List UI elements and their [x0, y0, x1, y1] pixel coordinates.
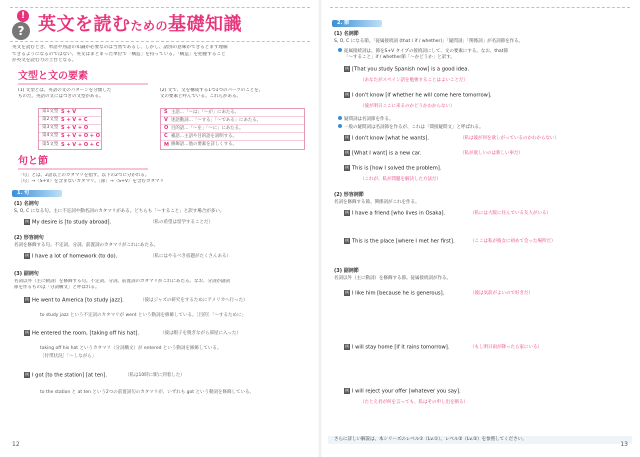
example-translation: （これが、私が問題を解決した方法だ） — [360, 177, 441, 182]
example-translation: （私が欲しいのは新しい車だ） — [460, 151, 523, 156]
table-row: M 修飾語…他の要素を詳しくする。 — [164, 141, 237, 148]
example-translation: （彼は帽子を脱ぎながら部屋に入った） — [160, 331, 241, 336]
example-sentence: 例 I got [to the station] [at ten]. — [25, 372, 107, 379]
example-translation: （私には大阪に住んでいる友人がいる） — [470, 211, 551, 216]
interrogative-note-2: 一般の疑問詞は名詞節を作るが、これは「間接疑問文」と呼ばれる。 — [338, 124, 484, 131]
example-sentence: 例 He entered the room, [taking off his hat]. — [25, 330, 140, 337]
conjunction-note: 従属接続詞は、節をS+V タイプの接続詞にして、文の要素にする。なお、that節 — [338, 48, 508, 55]
subsection-bar-clause: 2. 節 — [332, 20, 382, 27]
noun-phrase-desc: S, O, C になる句。主に不定詞や動名詞のカタマリがある。どちらも「〜すること」と訳す場合が多い。 — [14, 209, 225, 214]
adjective-phrase-desc: 名詞を修飾する句。不定詞、分詞、前置詞のカタマリがこれにあたる。 — [14, 243, 158, 248]
adjective-clause-heading: (2) 形容詞節 — [334, 192, 364, 198]
table-row: 第1文型 S + V — [39, 109, 101, 117]
example-sentence: 例 He went to America [to study jazz]. — [25, 297, 124, 304]
sentence-element-table — [160, 108, 305, 150]
example-translation: （私の希望は留学することだ） — [150, 220, 213, 225]
table-row: 第5文型 S + V + O + C — [42, 141, 100, 148]
intro-paragraph: 英文を読むとき、単語や熟語の知識が必要なのは当然であるし、しかし、諸別の意味ができるとまず理解 できるようになるのではない、英文はまとまった単位で「構造」を持っている。「構造」を把握すること が英文を読む力の土台となる。 — [12, 45, 228, 63]
example-sentence: 例 I have a lot of homework (to do). — [25, 253, 118, 260]
page-number-left: 12 — [12, 440, 20, 448]
page-title: 英文を読むための基礎知識 — [38, 14, 243, 35]
table-row: 第3文型 S + V + O — [39, 125, 101, 133]
example-note: to study jazz という不定詞のカタマリが went という動詞を修飾している。［目的］「〜するために」 — [40, 313, 246, 318]
example-sentence: 例 I will reject your offer [whatever you say]. — [345, 388, 461, 395]
elements-explanation: (2) 文で、文を構成する1つ1つのパーツのことを、 文の要素と呼んでいる。これらがある。 — [160, 88, 264, 100]
example-sentence: 例 [That you study Spanish now] is a good idea. — [345, 66, 470, 73]
example-translation: （彼は気前がよいので好きだ） — [470, 291, 533, 296]
subsection-bar-phrase: 1. 句 — [12, 190, 62, 197]
section-underline — [18, 168, 148, 170]
adjective-phrase-heading: (2) 形容詞句 — [14, 235, 44, 241]
example-translation: （私は10時に駅に到着した） — [125, 373, 185, 378]
section-underline — [18, 83, 148, 85]
header-divider-bottom — [10, 41, 310, 42]
adverb-clause-desc: 名詞以外（主に動詞）を修飾する節。従属接続詞が作る。 — [334, 276, 451, 281]
example-translation: （あなたがスペイン語を勉強することはよいことだ） — [360, 78, 468, 83]
section-heading-phrases-clauses: 句と節 — [18, 156, 48, 167]
noun-clause-heading: (1) 名詞節 — [334, 31, 359, 37]
example-sentence: 例 I have a friend [who lives in Osaka]. — [345, 210, 446, 217]
page-number-right: 13 — [620, 440, 628, 448]
example-sentence: 例 My desire is [to study abroad]. — [25, 219, 112, 226]
example-note: ［付帯状況］「〜しながら」 — [40, 354, 97, 359]
example-sentence: 例 This is [how I solved the problem]. — [345, 165, 442, 172]
example-note: taking off his hat というカタマリ（分詞構文）が entered という動詞を修飾している。 — [40, 346, 222, 351]
example-sentence: 例 I don't know [if whether he will come here tomorrow]. — [345, 92, 492, 99]
example-sentence: 例 This is the place [where I met her first]. — [345, 238, 455, 245]
patterns-explanation: (1) 文型とは、英語の文のパターンを分類した ものだ。英語の文にはつぎの文型がある。 — [18, 88, 112, 100]
example-translation: （私は彼が何を欲しがっているのかわからない） — [460, 136, 559, 141]
example-sentence: 例 [What I want] is a new car. — [345, 150, 422, 157]
table-row: C 補語…主語や目的語を説明する。 — [161, 133, 304, 141]
table-row: S 主語…「〜は」「〜が」にあたる。 — [161, 109, 304, 117]
example-sentence: 例 I will stay home [if it rains tomorrow]. — [345, 344, 450, 351]
adverb-clause-heading: (3) 副詞節 — [334, 268, 359, 274]
example-translation: （たとえ君が何を言っても、私はその申し出を断る） — [360, 400, 468, 405]
reference-footer: さらに詳しい解説は、本シリーズのレベル①（Lv.①）、レベル②（Lv.②）を参照してください。 — [328, 436, 632, 444]
noun-clause-desc: S, O, C になる節。「従属接続詞 (that / if / whether)」「疑問詞」「関係詞」が名詞節を作る。 — [334, 39, 524, 44]
example-note: to the station と at ten という2つの前置詞句のカタマリが、いずれも got という動詞を修飾している。 — [40, 390, 254, 395]
interrogative-note: 疑問詞は名詞節を作る。 — [338, 116, 394, 123]
sentence-pattern-table — [38, 108, 102, 150]
adjective-clause-desc: 名詞を修飾する節。関係詞がこれを作る。 — [334, 200, 420, 205]
section-heading-sentence-patterns: 文型と文の要素 — [18, 71, 88, 82]
table-row: 第4文型 S + V + O + O — [39, 133, 101, 141]
example-sentence: 例 I don't know [what he wants]. — [345, 135, 430, 142]
example-translation: （彼はジャズの研究をするためにアメリカへ行った） — [140, 298, 248, 303]
table-row: 第2文型 S + V + C — [39, 117, 101, 125]
example-translation: （もし明日雨が降ったら家にいる） — [470, 345, 542, 350]
table-row: O 目的語…「〜を」「〜に」にあたる。 — [161, 125, 304, 133]
table-row: V 述語動詞…「〜する」「〜である」にあたる。 — [161, 117, 304, 125]
adverb-phrase-heading: (3) 副詞句 — [14, 271, 39, 277]
header-divider-top — [330, 7, 630, 8]
example-translation: （私にはやるべき宿題がたくさんある） — [150, 254, 231, 259]
example-sentence: 例 I like him [because he is generous]. — [345, 290, 445, 297]
example-translation: （ここは私が彼女に初めて会った場所だ） — [470, 239, 556, 244]
right-page — [320, 0, 640, 457]
question-badge-icon: ! ? — [12, 10, 34, 38]
conjunction-note-2: 「〜すること」if / whether節「〜かどうか」と訳す。 — [344, 55, 455, 60]
adverb-phrase-desc: 名詞以外（主に動詞）を修飾する句。不定詞、分詞、前置詞のカタマリがこれにあたる。なお、分詞が副詞 節を作るものは「分詞構文」と呼ばれる。 — [14, 279, 230, 291]
header-divider-top — [10, 7, 310, 8]
phrase-clause-definition: 「句」とは、2語以上のカタマリを指す。以下の2つに分かれる。 ［句］→〈S+V〉を含まないカタマリ。［節］→〈S+V〉を含むカタマリ — [18, 173, 164, 185]
noun-phrase-heading: (1) 名詞句 — [14, 201, 39, 207]
example-translation: （彼が明日ここに来るのかどうかわからない） — [360, 104, 455, 109]
